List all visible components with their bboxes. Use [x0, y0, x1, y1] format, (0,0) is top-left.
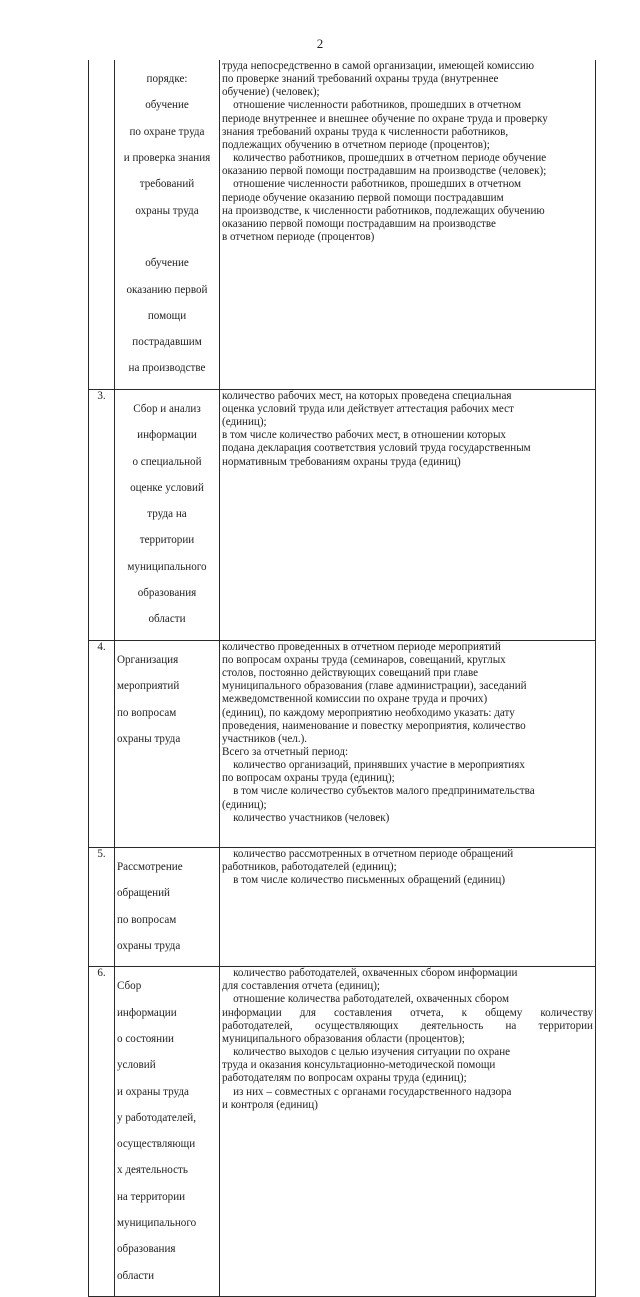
indicator-line: проведения, наименование и повестку мероприятия, количество [222, 719, 526, 732]
activity-name-line: информации [137, 429, 197, 442]
indicator-line: для составления отчета (единиц); [222, 980, 381, 993]
activity-name-line: у работодателей, [117, 1111, 196, 1124]
indicator-line: (единиц); [222, 798, 267, 811]
indicator-line: количество работодателей, охваченных сбором информации [222, 967, 518, 980]
indicator-line: нормативным требованиям охраны труда (единиц) [222, 455, 461, 468]
activity-name-line: по вопросам [117, 706, 177, 719]
row-number: 3. [89, 389, 115, 640]
activity-name-line: муниципального [127, 560, 207, 573]
activity-name-cell [115, 60, 220, 389]
activity-name-line: о специальной [132, 455, 202, 468]
indicator-line: информации для составления отчета, к общему количеству [222, 1006, 593, 1019]
indicator-line: в том числе количество субъектов малого предпринимательства [222, 785, 535, 798]
indicator-line: оказанию первой помощи пострадавшим на производстве [222, 217, 496, 230]
indicator-line: из них – совместных с органами государственного надзора [222, 1085, 512, 1098]
indicator-line: по вопросам охраны труда (единиц); [222, 772, 395, 785]
indicators-cell [220, 847, 596, 966]
activity-name-line: и охраны труда [117, 1085, 189, 1098]
activity-name-line: охраны труда [135, 204, 199, 217]
indicator-line: количество рабочих мест, на которых проведена специальная [222, 389, 512, 402]
indicator-line: по проверке знаний требований охраны труда (внутреннее [222, 73, 499, 86]
indicators-cell [220, 967, 596, 1297]
page-number: 2 [316, 36, 324, 51]
activity-name-line: образования [117, 1243, 176, 1256]
indicators-table [88, 60, 596, 1297]
indicator-line: в отчетном периоде (процентов) [222, 231, 375, 244]
indicator-line: в том числе количество письменных обращений (единиц) [222, 874, 506, 887]
activity-name-line: оказанию первой [126, 283, 208, 296]
activity-name-cell [115, 640, 220, 847]
table-row [89, 967, 596, 1297]
indicators-cell [220, 60, 596, 389]
table-row [89, 60, 596, 389]
activity-name-line: оценке условий [130, 481, 204, 494]
activity-name-line: области [117, 1269, 155, 1282]
table-row [89, 847, 596, 966]
activity-name-cell [115, 967, 220, 1297]
indicator-line: работников, работодателей (единиц); [222, 860, 397, 873]
activity-name-line: х деятельность [117, 1164, 188, 1177]
indicator-line: работодателей, осуществляющих деятельность на территории [222, 1019, 593, 1032]
activity-name-line: Рассмотрение [117, 860, 183, 873]
activity-name-line: на территории [117, 1190, 186, 1203]
activity-name-line: Сбор [117, 980, 142, 993]
indicator-line: (единиц), по каждому мероприятию необходимо указать: дату [222, 706, 515, 719]
row-number: 4. [89, 640, 115, 847]
indicator-line: работодателям по вопросам охраны труда (единиц); [222, 1072, 467, 1085]
activity-name-line: на производстве [128, 362, 206, 375]
indicator-line: количество участников (человек) [222, 811, 390, 824]
activity-name-line: муниципального [117, 1217, 197, 1230]
indicator-line: количество работников, прошедших в отчетном периоде обучение [222, 152, 547, 165]
activity-name-line: образования [137, 587, 197, 600]
indicator-line: подана декларация соответствия условий труда государственным [222, 442, 531, 455]
activity-name-line: требований [139, 178, 195, 191]
activity-name-line: обращений [117, 887, 170, 900]
activity-name-line: о состоянии [117, 1032, 174, 1045]
indicator-line: отношение численности работников, прошедших в отчетном [222, 99, 522, 112]
activity-name-cell [115, 389, 220, 640]
indicator-line: количество рассмотренных в отчетном периоде обращений [222, 847, 514, 860]
activity-name-line: охраны труда [117, 732, 181, 745]
activity-name-line: условий [117, 1059, 156, 1072]
activity-name-line: и проверка знания [123, 152, 211, 165]
activity-name-line: информации [117, 1006, 177, 1019]
activity-name-line: обучение [145, 257, 189, 270]
indicator-line: отношение количества работодателей, охваченных сбором [222, 993, 510, 1006]
indicator-line: обучение) (человек); [222, 86, 320, 99]
row-number [89, 60, 115, 389]
row-number: 6. [89, 967, 115, 1297]
indicators-cell [220, 640, 596, 847]
activity-name-line: охраны труда [117, 939, 181, 952]
activity-name-line: Сбор и анализ [133, 402, 201, 415]
activity-name-line: Организация [117, 653, 179, 666]
table-row [89, 389, 596, 640]
indicator-line: оказанию первой помощи пострадавшим на производстве (человек); [222, 165, 547, 178]
activity-name-cell [115, 847, 220, 966]
activity-name-line: мероприятий [117, 680, 180, 693]
indicator-line: по вопросам охраны труда (семинаров, совещаний, круглых [222, 653, 506, 666]
indicator-line: муниципального образования (главе администрации), заседаний [222, 680, 527, 693]
indicator-line: в том числе количество рабочих мест, в отношении которых [222, 429, 506, 442]
indicator-line: труда и оказания консультационно-методической помощи [222, 1059, 496, 1072]
indicator-line: количество проведенных в отчетном периоде мероприятий [222, 640, 501, 653]
activity-name-line: области [148, 613, 186, 626]
indicator-line: отношение численности работников, прошедших в отчетном [222, 178, 522, 191]
activity-name-line: помощи [147, 309, 187, 322]
indicator-line: межведомственной комиссии по охране труда и прочих) [222, 693, 488, 706]
indicator-line: периоде внутреннее и внешнее обучение по охране труда и проверку [222, 112, 548, 125]
indicator-line: количество выходов с целью изучения ситуации по охране [222, 1046, 511, 1059]
activity-name-line: труда на [147, 508, 187, 521]
indicators-cell [220, 389, 596, 640]
table-row [89, 640, 596, 847]
indicator-line: участников (чел.). [222, 732, 308, 745]
activity-name-line: по вопросам [117, 913, 177, 926]
indicator-line: Всего за отчетный период: [222, 745, 349, 758]
indicator-line: на производстве, к численности работников, подлежащих обучению [222, 204, 545, 217]
activity-name-line: осуществляющи [117, 1138, 196, 1151]
activity-name-line: по охране труда [129, 125, 205, 138]
activity-name-line: обучение [145, 99, 189, 112]
row-number: 5. [89, 847, 115, 966]
indicator-line: оценка условий труда или действует аттестация рабочих мест [222, 402, 514, 415]
activity-name-line: территории [139, 534, 195, 547]
indicator-line: труда непосредственно в самой организации, имеющей комиссию [222, 60, 535, 72]
indicator-line: подлежащих обучению в отчетном периоде (процентов); [222, 138, 490, 151]
indicator-line: периоде обучение оказанию первой помощи пострадавшим [222, 191, 504, 204]
activity-name-line: пострадавшим [132, 336, 202, 349]
indicator-line: и контроля (единиц) [222, 1098, 318, 1111]
activity-name-line: порядке: [146, 73, 188, 86]
indicator-line: муниципального образования области (процентов); [222, 1032, 465, 1045]
indicator-line: (единиц); [222, 416, 267, 429]
indicator-line: количество организаций, принявших участие в мероприятиях [222, 759, 525, 772]
indicator-line: столов, постоянно действующих совещаний при главе [222, 667, 479, 680]
indicator-line: знания требований охраны труда к численности работников, [222, 125, 509, 138]
